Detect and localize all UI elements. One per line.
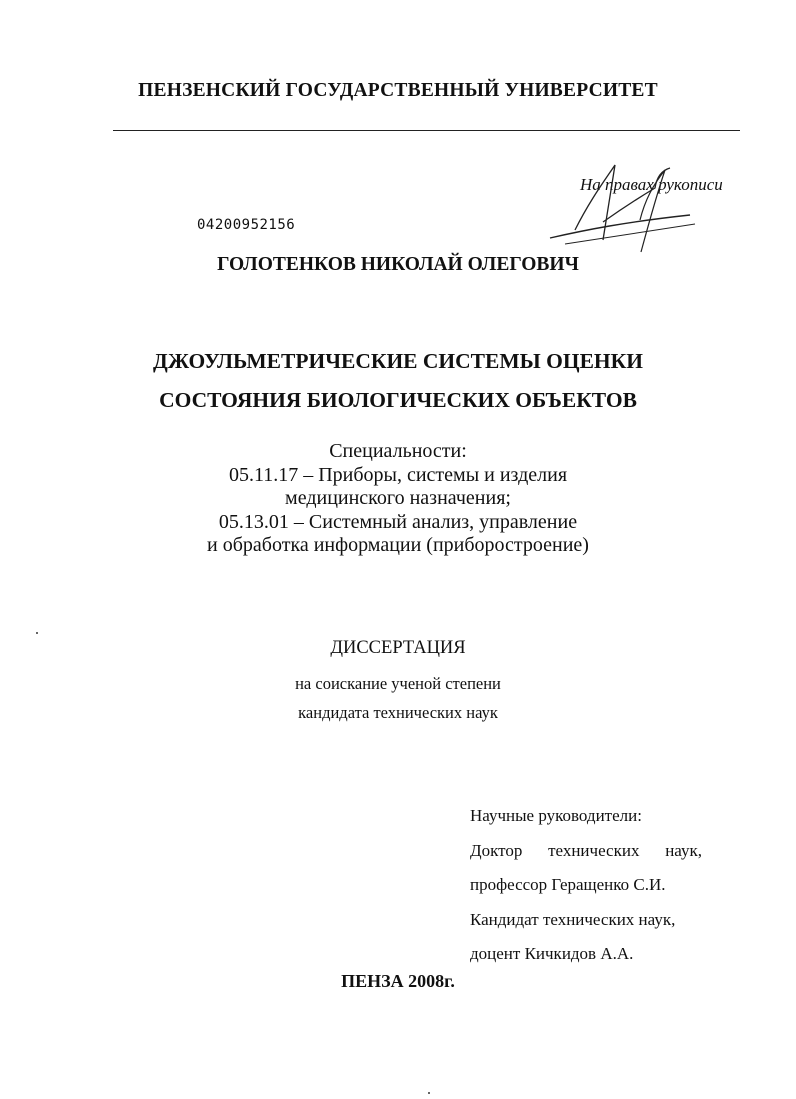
supervisor-name: доцент Кичкидов А.А.	[470, 944, 634, 963]
thesis-title	[0, 342, 796, 420]
title-line: ДЖОУЛЬМЕТРИЧЕСКИЕ СИСТЕМЫ ОЦЕНКИ	[153, 349, 643, 373]
supervisors-heading: Научные руководители:	[470, 806, 642, 825]
scan-speck	[428, 1092, 430, 1094]
title-line: СОСТОЯНИЯ БИОЛОГИЧЕСКИХ ОБЪЕКТОВ	[159, 388, 637, 412]
header-divider	[113, 130, 740, 131]
specialty-line: 05.11.17 – Приборы, системы и изделия	[228, 463, 568, 486]
degree-line: на соискание ученой степени	[295, 674, 501, 693]
degree-block	[0, 669, 796, 727]
specialty-line: медицинского назначения;	[285, 487, 511, 509]
specialty-line: 05.13.01 – Системный анализ, управление	[218, 510, 578, 533]
specialties-block	[0, 440, 796, 558]
supervisors-block	[470, 799, 702, 972]
catalog-number: 04200952156	[197, 217, 296, 233]
document-type: ДИССЕРТАЦИЯ	[330, 638, 466, 658]
supervisor-degree: Доктор технических наук,	[470, 840, 702, 860]
degree-line: кандидата технических наук	[298, 703, 498, 722]
supervisor-degree: Кандидат технических наук,	[470, 909, 676, 929]
signature	[545, 160, 705, 255]
specialty-line: и обработка информации (приборостроение)	[207, 534, 589, 556]
university-name: ПЕНЗЕНСКИЙ ГОСУДАРСТВЕННЫЙ УНИВЕРСИТЕТ	[138, 80, 658, 101]
copyright-note: На правах рукописи	[580, 175, 723, 194]
city-year: ПЕНЗА 2008г.	[341, 971, 455, 991]
specialties-heading: Специальности:	[329, 440, 467, 462]
supervisor-name: профессор Геращенко С.И.	[470, 875, 666, 894]
author-name: ГОЛОТЕНКОВ НИКОЛАЙ ОЛЕГОВИЧ	[217, 254, 579, 275]
scan-speck	[36, 632, 38, 634]
